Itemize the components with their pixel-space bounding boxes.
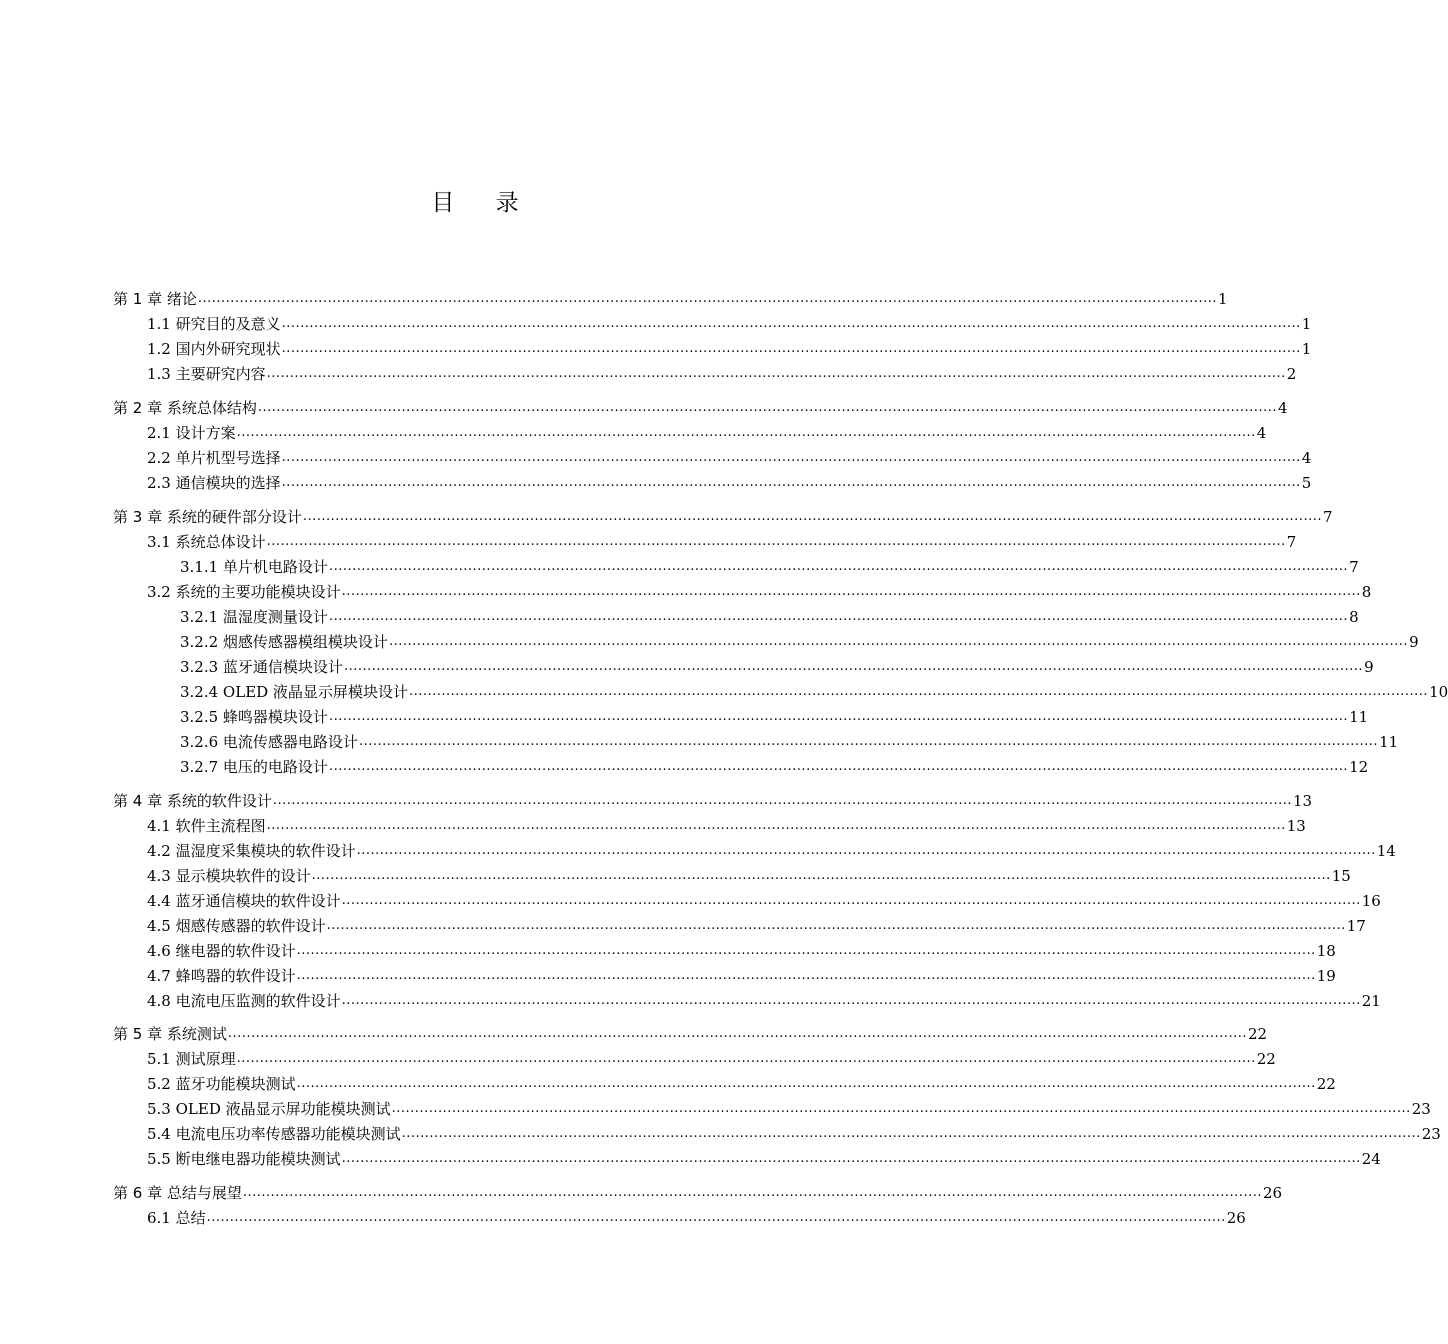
toc-entry-title: 5.5 断电继电器功能模块测试: [147, 1150, 341, 1168]
toc-page-number: 7: [1349, 558, 1359, 576]
toc-section-entry[interactable]: [147, 1123, 1441, 1145]
toc-dot-leader: ............................................................................................................................................................................................................................: [341, 993, 1361, 1008]
toc-entry-title: 3.2.5 蜂鸣器模块设计: [180, 708, 328, 726]
toc-section-entry[interactable]: [180, 681, 1448, 703]
toc-dot-leader: ............................................................................................................................................................................................................................: [296, 968, 1316, 983]
toc-dot-leader: ............................................................................................................................................................................................................................: [326, 918, 1346, 933]
toc-dot-leader: ............................................................................................................................................................................................................................: [328, 559, 1349, 574]
toc-section-entry[interactable]: [180, 706, 1369, 728]
toc-page-number: 4: [1277, 399, 1288, 417]
toc-section-entry[interactable]: [147, 422, 1267, 444]
toc-entry-title: 5.4 电流电压功率传感器功能模块测试: [147, 1125, 401, 1143]
toc-section-entry[interactable]: [147, 890, 1381, 912]
toc-page-number: 4: [1256, 424, 1267, 442]
toc-page-number: 22: [1247, 1025, 1268, 1043]
toc-entry-title: 4.4 蓝牙通信模块的软件设计: [147, 892, 341, 910]
toc-entry-title: 5.3 OLED 液晶显示屏功能模块测试: [147, 1100, 391, 1118]
toc-entry-title: 3.2.4 OLED 液晶显示屏模块设计: [180, 683, 408, 701]
toc-dot-leader: ............................................................................................................................................................................................................................: [281, 450, 1301, 465]
toc-entry-title: 3.2.6 电流传感器电路设计: [180, 733, 358, 751]
toc-entry-title: 1.1 研究目的及意义: [147, 315, 281, 333]
toc-dot-leader: ............................................................................................................................................................................................................................: [302, 509, 1322, 524]
toc-dot-leader: ............................................................................................................................................................................................................................: [341, 893, 1361, 908]
toc-section-entry[interactable]: [147, 865, 1351, 887]
toc-chapter-entry[interactable]: [113, 790, 1313, 812]
toc-entry-title: 3.1.1 单片机电路设计: [180, 558, 328, 576]
toc-entry-title: 3.2.2 烟感传感器模组模块设计: [180, 633, 388, 651]
toc-dot-leader: ............................................................................................................................................................................................................................: [296, 943, 1316, 958]
toc-page-number: 2: [1286, 365, 1297, 383]
toc-entry-title: 5.1 测试原理: [147, 1050, 236, 1068]
toc-section-entry[interactable]: [147, 531, 1297, 553]
toc-page-number: 23: [1411, 1100, 1431, 1118]
toc-section-entry[interactable]: [147, 338, 1312, 360]
toc-page-number: 21: [1361, 992, 1381, 1010]
toc-page-number: 12: [1349, 758, 1369, 776]
toc-entry-title: 3.2.7 电压的电路设计: [180, 758, 328, 776]
page-title: 目 录: [431, 190, 536, 216]
toc-page-number: 11: [1379, 733, 1399, 751]
toc-page-number: 18: [1316, 942, 1336, 960]
toc-entry-title: 第 6 章 总结与展望: [113, 1184, 242, 1202]
toc-section-entry[interactable]: [147, 940, 1336, 962]
toc-entry-title: 第 3 章 系统的硬件部分设计: [113, 508, 302, 526]
toc-entry-title: 6.1 总结: [147, 1209, 206, 1227]
toc-section-entry[interactable]: [180, 556, 1359, 578]
toc-entry-title: 3.2.1 温湿度测量设计: [180, 608, 328, 626]
toc-dot-leader: ............................................................................................................................................................................................................................: [236, 425, 1256, 440]
toc-entry-title: 4.8 电流电压监测的软件设计: [147, 992, 341, 1010]
toc-dot-leader: ............................................................................................................................................................................................................................: [281, 341, 1301, 356]
toc-entry-title: 4.7 蜂鸣器的软件设计: [147, 967, 296, 985]
toc-page-number: 15: [1331, 867, 1351, 885]
toc-dot-leader: ............................................................................................................................................................................................................................: [328, 709, 1349, 724]
toc-page-number: 11: [1349, 708, 1369, 726]
toc-page-number: 8: [1361, 583, 1372, 601]
toc-page-number: 1: [1217, 290, 1228, 308]
toc-entry-title: 2.3 通信模块的选择: [147, 474, 281, 492]
toc-section-entry[interactable]: [180, 731, 1399, 753]
toc-entry-title: 2.2 单片机型号选择: [147, 449, 281, 467]
toc-section-entry[interactable]: [147, 1148, 1381, 1170]
toc-section-entry[interactable]: [147, 447, 1312, 469]
toc-entry-title: 第 2 章 系统总体结构: [113, 399, 257, 417]
toc-page-number: 13: [1286, 817, 1306, 835]
toc-page-number: 22: [1316, 1075, 1336, 1093]
toc-entry-title: 3.1 系统总体设计: [147, 533, 266, 551]
toc-chapter-entry[interactable]: [113, 288, 1228, 310]
toc-entry-title: 1.3 主要研究内容: [147, 365, 266, 383]
toc-chapter-entry[interactable]: [113, 506, 1333, 528]
toc-page-number: 10: [1429, 683, 1448, 701]
toc-page-number: 9: [1409, 633, 1419, 651]
toc-dot-leader: ............................................................................................................................................................................................................................: [356, 843, 1376, 858]
toc-dot-leader: ............................................................................................................................................................................................................................: [227, 1026, 1247, 1041]
toc-page-number: 14: [1376, 842, 1396, 860]
toc-entry-title: 3.2.3 蓝牙通信模块设计: [180, 658, 343, 676]
toc-chapter-entry[interactable]: [113, 397, 1288, 419]
toc-page-number: 19: [1316, 967, 1336, 985]
toc-entry-title: 4.6 继电器的软件设计: [147, 942, 296, 960]
toc-page-number: 26: [1262, 1184, 1283, 1202]
toc-section-entry[interactable]: [147, 472, 1312, 494]
toc-dot-leader: ............................................................................................................................................................................................................................: [236, 1051, 1256, 1066]
toc-dot-leader: ............................................................................................................................................................................................................................: [257, 400, 1277, 415]
toc-section-entry[interactable]: [147, 965, 1336, 987]
toc-dot-leader: ............................................................................................................................................................................................................................: [206, 1210, 1226, 1225]
toc-page-number: 17: [1346, 917, 1366, 935]
toc-dot-leader: ............................................................................................................................................................................................................................: [242, 1185, 1262, 1200]
toc-section-entry[interactable]: [147, 840, 1396, 862]
toc-page-number: 22: [1256, 1050, 1276, 1068]
toc-entry-title: 5.2 蓝牙功能模块测试: [147, 1075, 296, 1093]
toc-dot-leader: ............................................................................................................................................................................................................................: [272, 793, 1292, 808]
toc-dot-leader: ............................................................................................................................................................................................................................: [388, 634, 1409, 649]
toc-dot-leader: ............................................................................................................................................................................................................................: [266, 534, 1286, 549]
toc-section-entry[interactable]: [147, 1098, 1431, 1120]
toc-entry-title: 4.3 显示模块软件的设计: [147, 867, 311, 885]
toc-entry-title: 第 1 章 绪论: [113, 290, 197, 308]
toc-dot-leader: ............................................................................................................................................................................................................................: [358, 734, 1379, 749]
toc-page-number: 24: [1361, 1150, 1381, 1168]
toc-entry-title: 1.2 国内外研究现状: [147, 340, 281, 358]
toc-dot-leader: ............................................................................................................................................................................................................................: [266, 366, 1286, 381]
toc-section-entry[interactable]: [147, 581, 1372, 603]
toc-page-number: 9: [1364, 658, 1374, 676]
toc-entry-title: 2.1 设计方案: [147, 424, 236, 442]
toc-section-entry[interactable]: [180, 631, 1419, 653]
toc-section-entry[interactable]: [147, 363, 1297, 385]
toc-section-entry[interactable]: [147, 1073, 1336, 1095]
toc-entry-title: 第 5 章 系统测试: [113, 1025, 227, 1043]
toc-page-number: 7: [1322, 508, 1333, 526]
toc-chapter-entry[interactable]: [113, 1182, 1283, 1204]
toc-dot-leader: ............................................................................................................................................................................................................................: [328, 759, 1349, 774]
toc-page-number: 1: [1301, 340, 1312, 358]
toc-page-number: 23: [1421, 1125, 1441, 1143]
toc-section-entry[interactable]: [147, 990, 1381, 1012]
toc-dot-leader: ............................................................................................................................................................................................................................: [197, 291, 1217, 306]
toc-entry-title: 第 4 章 系统的软件设计: [113, 792, 272, 810]
toc-entry-title: 4.1 软件主流程图: [147, 817, 266, 835]
toc-page-number: 8: [1349, 608, 1359, 626]
toc-dot-leader: ............................................................................................................................................................................................................................: [311, 868, 1331, 883]
toc-dot-leader: ............................................................................................................................................................................................................................: [281, 475, 1301, 490]
toc-dot-leader: ............................................................................................................................................................................................................................: [408, 684, 1429, 699]
toc-page-number: 26: [1226, 1209, 1246, 1227]
toc-entry-title: 4.2 温湿度采集模块的软件设计: [147, 842, 356, 860]
toc-dot-leader: ............................................................................................................................................................................................................................: [296, 1076, 1316, 1091]
toc-section-entry[interactable]: [147, 815, 1306, 837]
toc-entry-title: 3.2 系统的主要功能模块设计: [147, 583, 341, 601]
toc-dot-leader: ............................................................................................................................................................................................................................: [281, 316, 1301, 331]
toc-page-number: 5: [1301, 474, 1312, 492]
toc-dot-leader: ............................................................................................................................................................................................................................: [266, 818, 1286, 833]
toc-section-entry[interactable]: [180, 606, 1359, 628]
toc-section-entry[interactable]: [147, 1207, 1246, 1229]
toc-section-entry[interactable]: [147, 915, 1366, 937]
toc-page-number: 1: [1301, 315, 1312, 333]
toc-chapter-entry[interactable]: [113, 1023, 1268, 1045]
toc-dot-leader: ............................................................................................................................................................................................................................: [341, 584, 1361, 599]
toc-dot-leader: ............................................................................................................................................................................................................................: [341, 1151, 1361, 1166]
toc-section-entry[interactable]: [180, 656, 1374, 678]
toc-page-number: 13: [1292, 792, 1313, 810]
toc-section-entry[interactable]: [147, 1048, 1276, 1070]
toc-dot-leader: ............................................................................................................................................................................................................................: [391, 1101, 1411, 1116]
toc-section-entry[interactable]: [180, 756, 1369, 778]
toc-dot-leader: ............................................................................................................................................................................................................................: [328, 609, 1349, 624]
toc-page-number: 4: [1301, 449, 1312, 467]
toc-dot-leader: ............................................................................................................................................................................................................................: [401, 1126, 1421, 1141]
toc-dot-leader: ............................................................................................................................................................................................................................: [343, 659, 1364, 674]
toc-page-number: 16: [1361, 892, 1381, 910]
toc-entry-title: 4.5 烟感传感器的软件设计: [147, 917, 326, 935]
toc-page-number: 7: [1286, 533, 1297, 551]
toc-section-entry[interactable]: [147, 313, 1312, 335]
